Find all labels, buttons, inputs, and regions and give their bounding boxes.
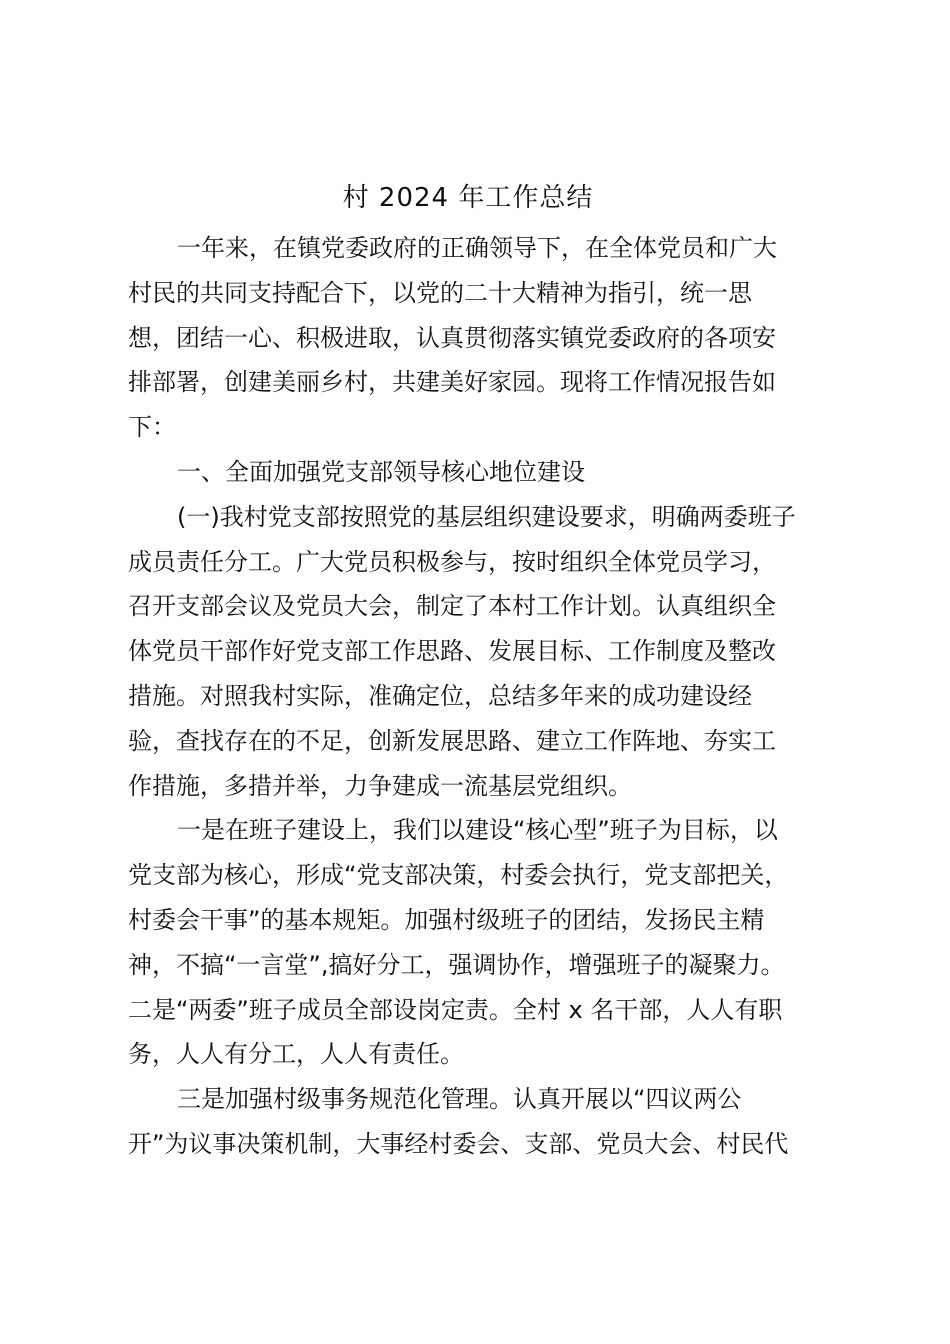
document-body: [128, 226, 828, 1167]
paragraph-line: 体党员干部作好党支部工作思路、发展目标、工作制度及整改: [128, 637, 776, 666]
paragraph-line: 三是加强村级事务规范化管理。认真开展以“四议两公: [177, 1085, 742, 1114]
paragraph-line: 想，团结一心、积极进取，认真贯彻落实镇党委政府的各项安: [128, 323, 776, 352]
paragraph-line: 村民的共同支持配合下，以党的二十大精神为指引，统一思: [128, 278, 752, 307]
paragraph-line: 措施。对照我村实际，准确定位，总结多年来的成功建设经: [128, 681, 752, 710]
paragraph-line: 验，查找存在的不足，创新发展思路、建立工作阵地、夯实工: [128, 726, 776, 755]
paragraph-line: 一是在班子建设上，我们以建设“核心型”班子为目标，以: [177, 816, 778, 845]
paragraph-line: (一)我村党支部按照党的基层组织建设要求，明确两委班子: [177, 502, 796, 531]
paragraph-line: 排部署，创建美丽乡村，共建美好家园。现将工作情况报告如: [128, 368, 776, 397]
document-title: 村 2024 年工作总结: [342, 183, 594, 213]
paragraph-line: 党支部为核心，形成“党支部决策，村委会执行，党支部把关，: [128, 861, 789, 890]
paragraph-line: 二是“两委”班子成员全部设岗定责。全村 x 名干部，人人有职: [128, 995, 783, 1024]
paragraph-line: 一年来，在镇党委政府的正确领导下，在全体党员和广大: [177, 234, 777, 262]
paragraph-line: 村委会干事”的基本规矩。加强村级班子的团结，发扬民主精: [128, 905, 765, 934]
paragraph-line: 召开支部会议及党员大会，制定了本村工作计划。认真组织全: [128, 592, 776, 621]
paragraph-line: 作措施，多措并举，力争建成一流基层党组织。: [128, 771, 632, 800]
paragraph-line: 神，不搞“一言堂”,搞好分工，强调协作，增强班子的凝聚力。: [128, 950, 785, 979]
paragraph-line: 开”为议事决策机制，大事经村委会、支部、党员大会、村民代: [128, 1129, 789, 1158]
paragraph-line: 成员责任分工。广大党员积极参与，按时组织全体党员学习，: [128, 547, 776, 576]
section-heading: 一、全面加强党支部领导核心地位建设: [177, 457, 585, 486]
paragraph-line: 务，人人有分工，人人有责任。: [128, 1040, 464, 1069]
paragraph-line: 下：: [128, 413, 176, 442]
